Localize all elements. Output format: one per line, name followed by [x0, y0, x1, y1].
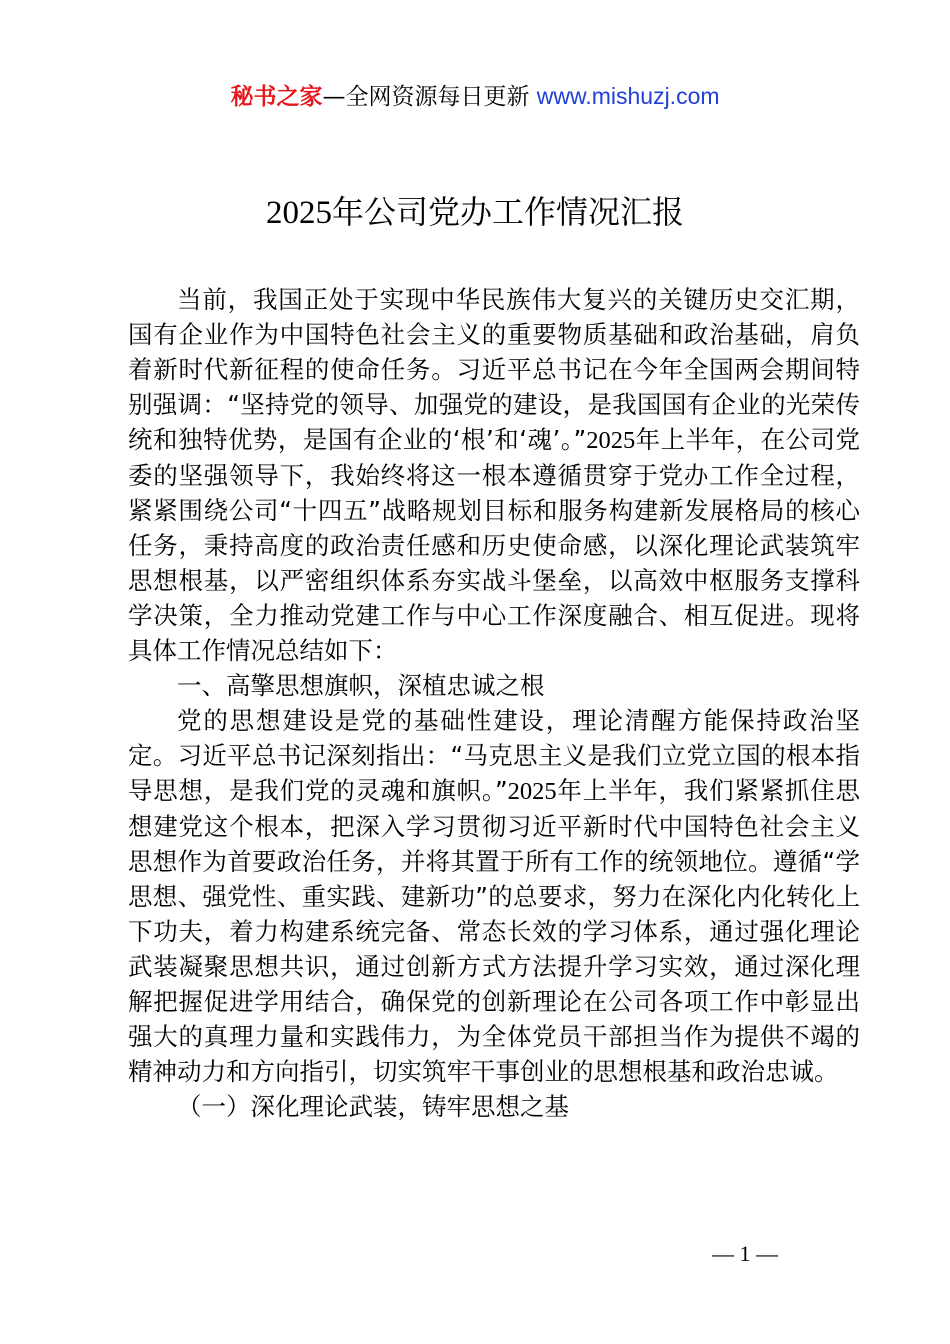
paragraph-section-1-part2: 年上半年，我们紧紧抓住思想建党这个根本，把深入学习贯彻习近平新时代中国特色社会主义思想作为首要政治任务，并将其置于所有工作的统领地位。遵循“学思想、强党性、重实践、建新功”的总要求，努力在深化内化转化上下功夫，着力构建系统完备、常态长效的学习体系，通过强化理论武装凝聚思想共识，通过创新方式方法提升学习实效，通过深化理解把握促进学用结合，确保党的创新理论在公司各项工作中彰显出强大的真理力量和实践伟力，为全体党员干部担当作为提供不竭的精神动力和方向指引，切实筑牢干事创业的思想根基和政治忠诚。 [128, 776, 860, 1086]
paragraph-intro-year: 2025 [586, 427, 636, 454]
paragraph-intro-part1: 当前，我国正处于实现中华民族伟大复兴的关键历史交汇期，国有企业作为中国特色社会主义的重要物质基础和政治基础，肩负着新时代新征程的使命任务。习近平总书记在今年全国两会期间特别强调：“坚持党的领导、加强党的建设，是我国国有企业的光荣传统和独特优势，是国有企业的‘根’和‘魂’。” [128, 285, 860, 454]
paragraph-section-1-year: 2025 [507, 778, 557, 805]
title-year: 2025 [265, 195, 332, 231]
section-heading-1: 一、高擎思想旗帜，深植忠诚之根 [177, 671, 545, 700]
site-url-link[interactable]: www.mishuzj.com [536, 83, 720, 109]
paragraph-intro [128, 282, 860, 668]
paragraph-section-1 [128, 703, 860, 1089]
paragraph-section-1-part1: 党的思想建设是党的基础性建设，理论清醒方能保持政治坚定。习近平总书记深刻指出：“马克思主义是我们立党立国的根本指导思想，是我们党的灵魂和旗帜。” [128, 706, 860, 805]
page-number: — 1 — [712, 1241, 778, 1266]
site-brand-name: 秘书之家 [230, 84, 323, 110]
site-header-banner [0, 80, 950, 113]
document-title [0, 190, 950, 235]
document-body [128, 282, 860, 1124]
site-tagline: —全网资源每日更新 [322, 84, 537, 110]
subsection-heading-1: （一）深化理论武装，铸牢思想之基 [177, 1092, 569, 1121]
paragraph-intro-part2: 年上半年，在公司党委的坚强领导下，我始终将这一根本遵循贯穿于党办工作全过程，紧紧围绕公司“十四五”战略规划目标和服务构建新发展格局的核心任务，秉持高度的政治责任感和历史使命感，以深化理论武装筑牢思想根基，以严密组织体系夯实战斗堡垒，以高效中枢服务支撑科学决策，全力推动党建工作与中心工作深度融合、相互促进。现将具体工作情况总结如下： [128, 425, 861, 665]
title-text: 年公司党办工作情况汇报 [331, 193, 684, 231]
